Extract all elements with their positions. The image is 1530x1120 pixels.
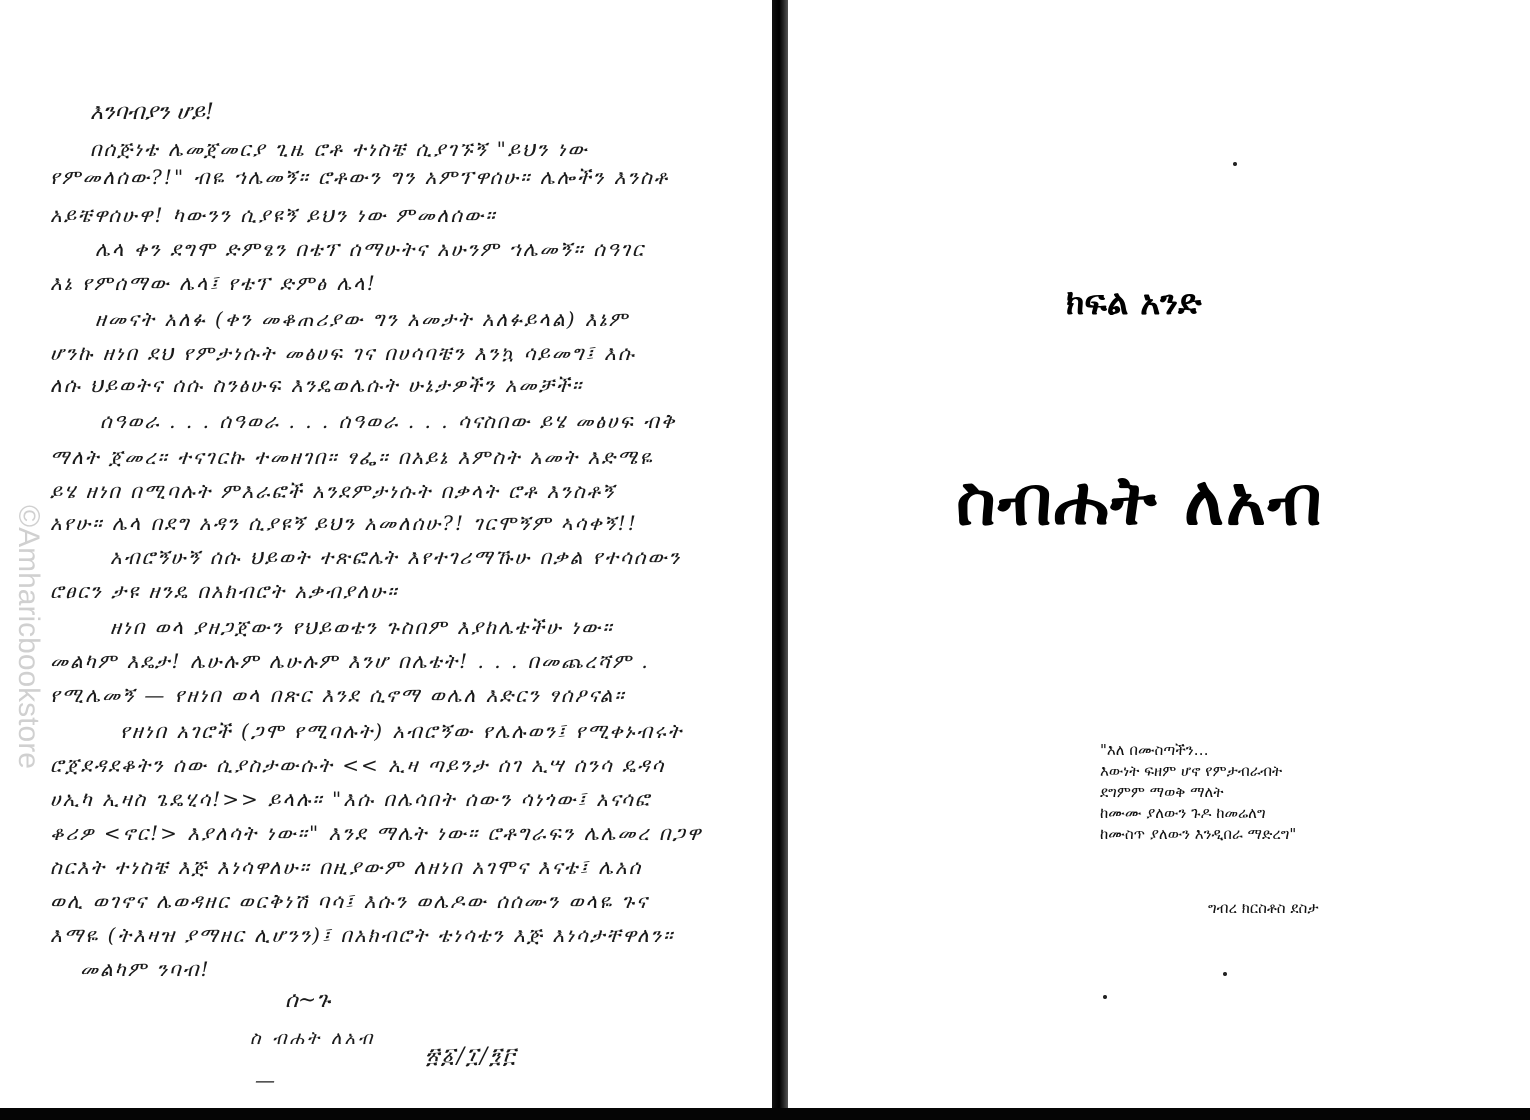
epigraph-line: ደግምም ማወቅ ማለት [1100,783,1224,801]
left-page [0,0,772,1108]
letter-line: እማዬ (ትእዛዝ ያማዘር ሊሆንን)፤ በአክብሮት ቴነሳቴን እጅ እነሳታቸዋለን። [50,923,675,947]
letter-line: አየሁ። ሌላ በደግ አዳን ሲያዩኝ ይህን አመለሰሁ?! ገርሞኝም ኣሳቀኝ!! [50,511,638,535]
letter-line: ሀኢካ ኢዛስ ጌዴሂሳ!>> ይላሉ። "እሱ በሌሳበት ሰውን ሳነጎው፤ አናሳፎ [50,787,651,811]
letter-line: የሚሌመኝ — የዘነበ ወላ በጽር እንደ ሲኖማ ወሌለ እድርን ፃሰዖናል። [50,683,626,707]
letter-line: ዘነበ ወላ ያዘጋጀውን የህይወቴን ጉስበም እያከሌቴችሁ ነው። [110,615,614,639]
print-speck [1233,162,1237,166]
book-title: ስብሐት ለአብ [956,462,1324,541]
letter-line: ቆሪዎ <ኖር!> እያለሳት ነው።" እንደ ማሌት ነው። ሮቶግራፍን ሌሌመረ በጋዋ [50,821,703,845]
letter-line: አብሮኝሁኝ ሰሱ ህይወት ተጽፎሌት እየተገሪማኹሁ በቃል የተሳሰውን [110,545,682,569]
signature-mark: ሰ~ጉ [285,988,331,1013]
print-speck [1223,972,1227,976]
letter-line: ወሊ ወገኖና ሌወዳዘር ወርቅነሽ ባሳ፤ እሱን ወሌዶው ሰሰሙን ወላዬ ጉና [50,889,649,913]
epigraph [1100,740,1296,845]
letter-line: ዘመናት አለፉ (ቀን መቆጠሪያው ግን አመታት አለፉይላል) እኔም [95,307,630,331]
print-speck [1103,995,1107,999]
scan-bottom-edge [0,1108,1530,1120]
underline-dash: — [255,1068,275,1092]
watermark: ©Amharicbookstore [12,505,45,769]
letter-line: የዘነበ አገሮች (ጋሞ የሚባሉት) አብሮኝው የሌሉወን፤ የሚቀኑብሩት [120,719,684,743]
letter-line: በሰጅነቴ ሌመጀመርያ ጊዜ ሮቶ ተነስቼ ሲያገኙኝ "ይህን ነው [90,137,589,161]
book-gutter [772,0,788,1108]
letter-line: ሰዓወራ . . . ሰዓወራ . . . ሰዓወራ . . . ሳናስበው ይሄ መፅሀፍ ብቅ [100,409,677,433]
letter-line: ሌላ ቀን ደግሞ ድምፄን በቴፕ ሰማሁትና አሁንም ኀሌመኝ። ሰዓገር [95,237,645,261]
letter-line: መልካም እዴታ! ሌሁሉም ሌሁሉም እንሆ በሌቴት! . . . በመጨረሻም . [50,649,650,673]
letter-line: ይሄ ዘነበ በሚባሉት ምእራፎች አንደምታነሱት በቃላት ሮቶ እንስቶኝ [50,479,616,503]
letter-signature: ስ ብሐት ለአብ [250,1028,376,1049]
letter-greeting: እንባብያን ሆይ! [90,100,214,125]
epigraph-line: "እለ በሙስጣችን… [1100,741,1209,759]
letter-line: ለሱ ህይወትና ሰሱ ስንፅሁፍ እንዴወሌሱት ሁኔታዎችን አመቻች። [50,373,584,397]
letter-line: አይቼዋሰሁዋ! ካውንን ሲያዩኝ ይህን ነው ምመለሰው። [50,203,497,227]
epigraph-line: ከሙስጥ ያለውን እንዲበራ ማድረግ" [1100,825,1297,843]
right-page [788,0,1530,1108]
epigraph-line: እውነት ፍዘም ሆኖ የምታብራብት [1100,762,1283,780]
letter-line: መልካም ንባብ! [80,957,211,981]
letter-line: ሮፀርን ታዩ ዘንዴ በአክብሮት አቃብያለሁ። [50,579,399,603]
letter-line: ስርእት ተነስቼ እጅ እነሳዋለሁ። በዚያውም ለዘነበ አገሞና እናቴ፤ ሌአሰ [50,855,643,879]
letter-line: ሮጀደዳደቆትን ሰው ሲያስታውሱት << ኢዛ ጣይንታ ሰገ ኢሣ ሰንሳ ዴዳሳ [50,753,666,777]
letter-line: የምመለሰው?!" ብዬ ኀሌመኝ። ሮቶውን ግን አምፕዋሰሁ። ሌሎችን እንስቶ [50,165,669,189]
letter-line: ሆንኩ ዘነበ ደህ የምታነሱት መፅሀፍ ገና በሀሳባቼን እንኳ ሳይመግ፤ እሱ [50,341,636,365]
epigraph-line: ከሙሙ ያለውን ጉዶ ከመሬለግ [1100,804,1266,822]
letter-line: ማለት ጀመረ። ተናገርኩ ተመዘገበ። ፃፌ። በአይኔ እምስት አመት እድሜዬ [50,445,654,469]
letter-line: እኔ የምሰማው ሌላ፤ የቴፕ ድምፅ ሌላ! [50,271,377,295]
letter-date: ፳፩/፲/፺፫ [425,1044,518,1069]
part-title: ክፍል አንድ [1066,283,1202,323]
epigraph-author: ግብረ ክርስቶስ ደስታ [1208,899,1319,917]
